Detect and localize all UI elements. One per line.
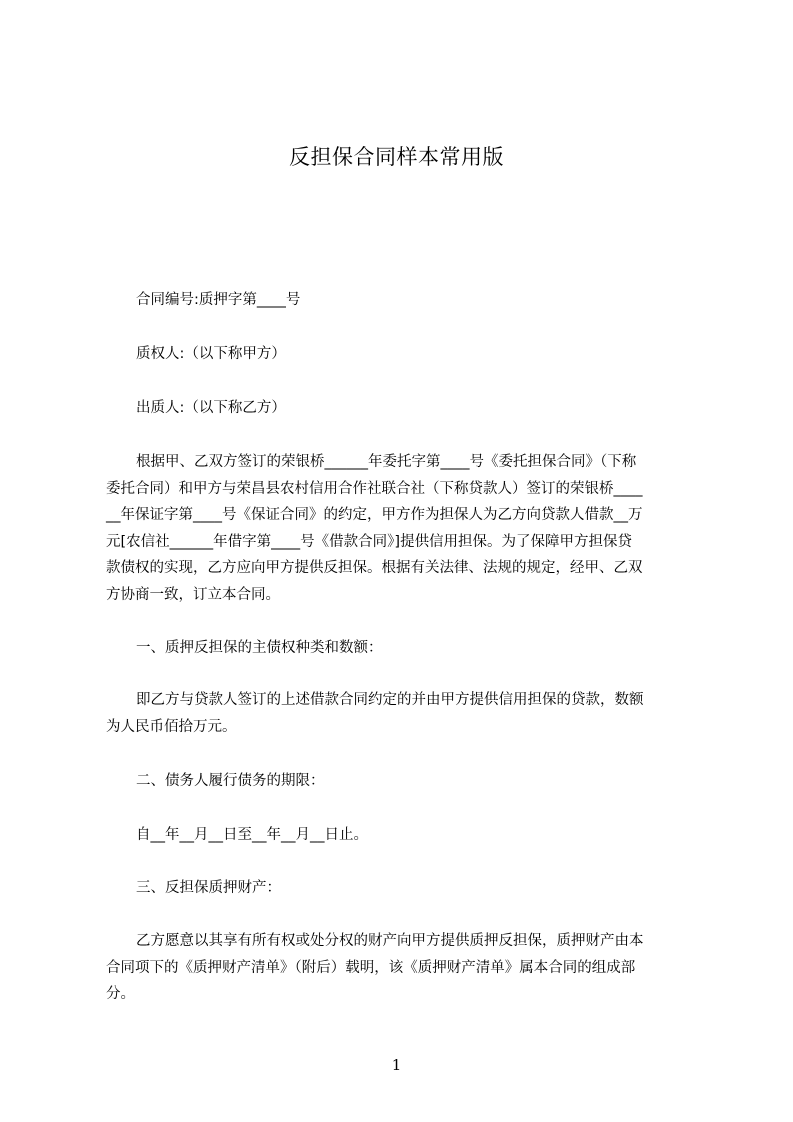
intro-line: 方协商一致，订立本合同。 <box>106 586 280 603</box>
section3-paragraph <box>106 928 704 1008</box>
section1-line: 为人民币佰拾万元。 <box>106 718 237 735</box>
section1-line: 即乙方与贷款人签订的上述借款合同约定的并由甲方提供信用担保的贷款，数额 <box>136 692 644 708</box>
section2-text: 自__年__月__日至__年__月__日止。 <box>136 827 368 843</box>
intro-paragraph <box>106 449 704 608</box>
section3-line: 合同项下的《质押财产清单》（附后）载明，该《质押财产清单》属本合同的组成部 <box>106 959 636 976</box>
pledgee-line: 质权人:（以下称甲方） <box>136 346 286 362</box>
intro-line: __年保证字第____号《保证合同》的约定，甲方作为担保人为乙方向贷款人借款__万 <box>106 507 643 523</box>
section3-heading: 三、反担保质押财产： <box>136 880 281 896</box>
section3-line: 乙方愿意以其享有所有权或处分权的财产向甲方提供质押反担保，质押财产由本 <box>136 933 644 949</box>
section1-paragraph <box>106 687 704 740</box>
document-title: 反担保合同样本常用版 <box>289 145 504 169</box>
intro-line: 款债权的实现，乙方应向甲方提供反担保。根据有关法律、法规的规定，经甲、乙双 <box>106 560 643 576</box>
section2-heading: 二、债务人履行债务的期限： <box>136 773 325 789</box>
section3-line: 分。 <box>106 986 135 1002</box>
intro-line: 委托合同）和甲方与荣昌县农村信用合作社联合社（下称贷款人）签订的荣银桥____ <box>106 480 643 497</box>
intro-line: 根据甲、乙双方签订的荣银桥______年委托字第____号《委托担保合同》（下称 <box>136 454 637 470</box>
page-number: 1 <box>391 1056 402 1074</box>
contract-number: 合同编号:质押字第____号 <box>136 292 301 308</box>
intro-line: 元[农信社______年借字第____号《借款合同》]提供信用担保。为了保障甲方担保贷 <box>106 533 633 550</box>
pledgor-line: 出质人:（以下称乙方） <box>136 400 286 416</box>
section1-heading: 一、质押反担保的主债权种类和数额： <box>136 640 383 656</box>
